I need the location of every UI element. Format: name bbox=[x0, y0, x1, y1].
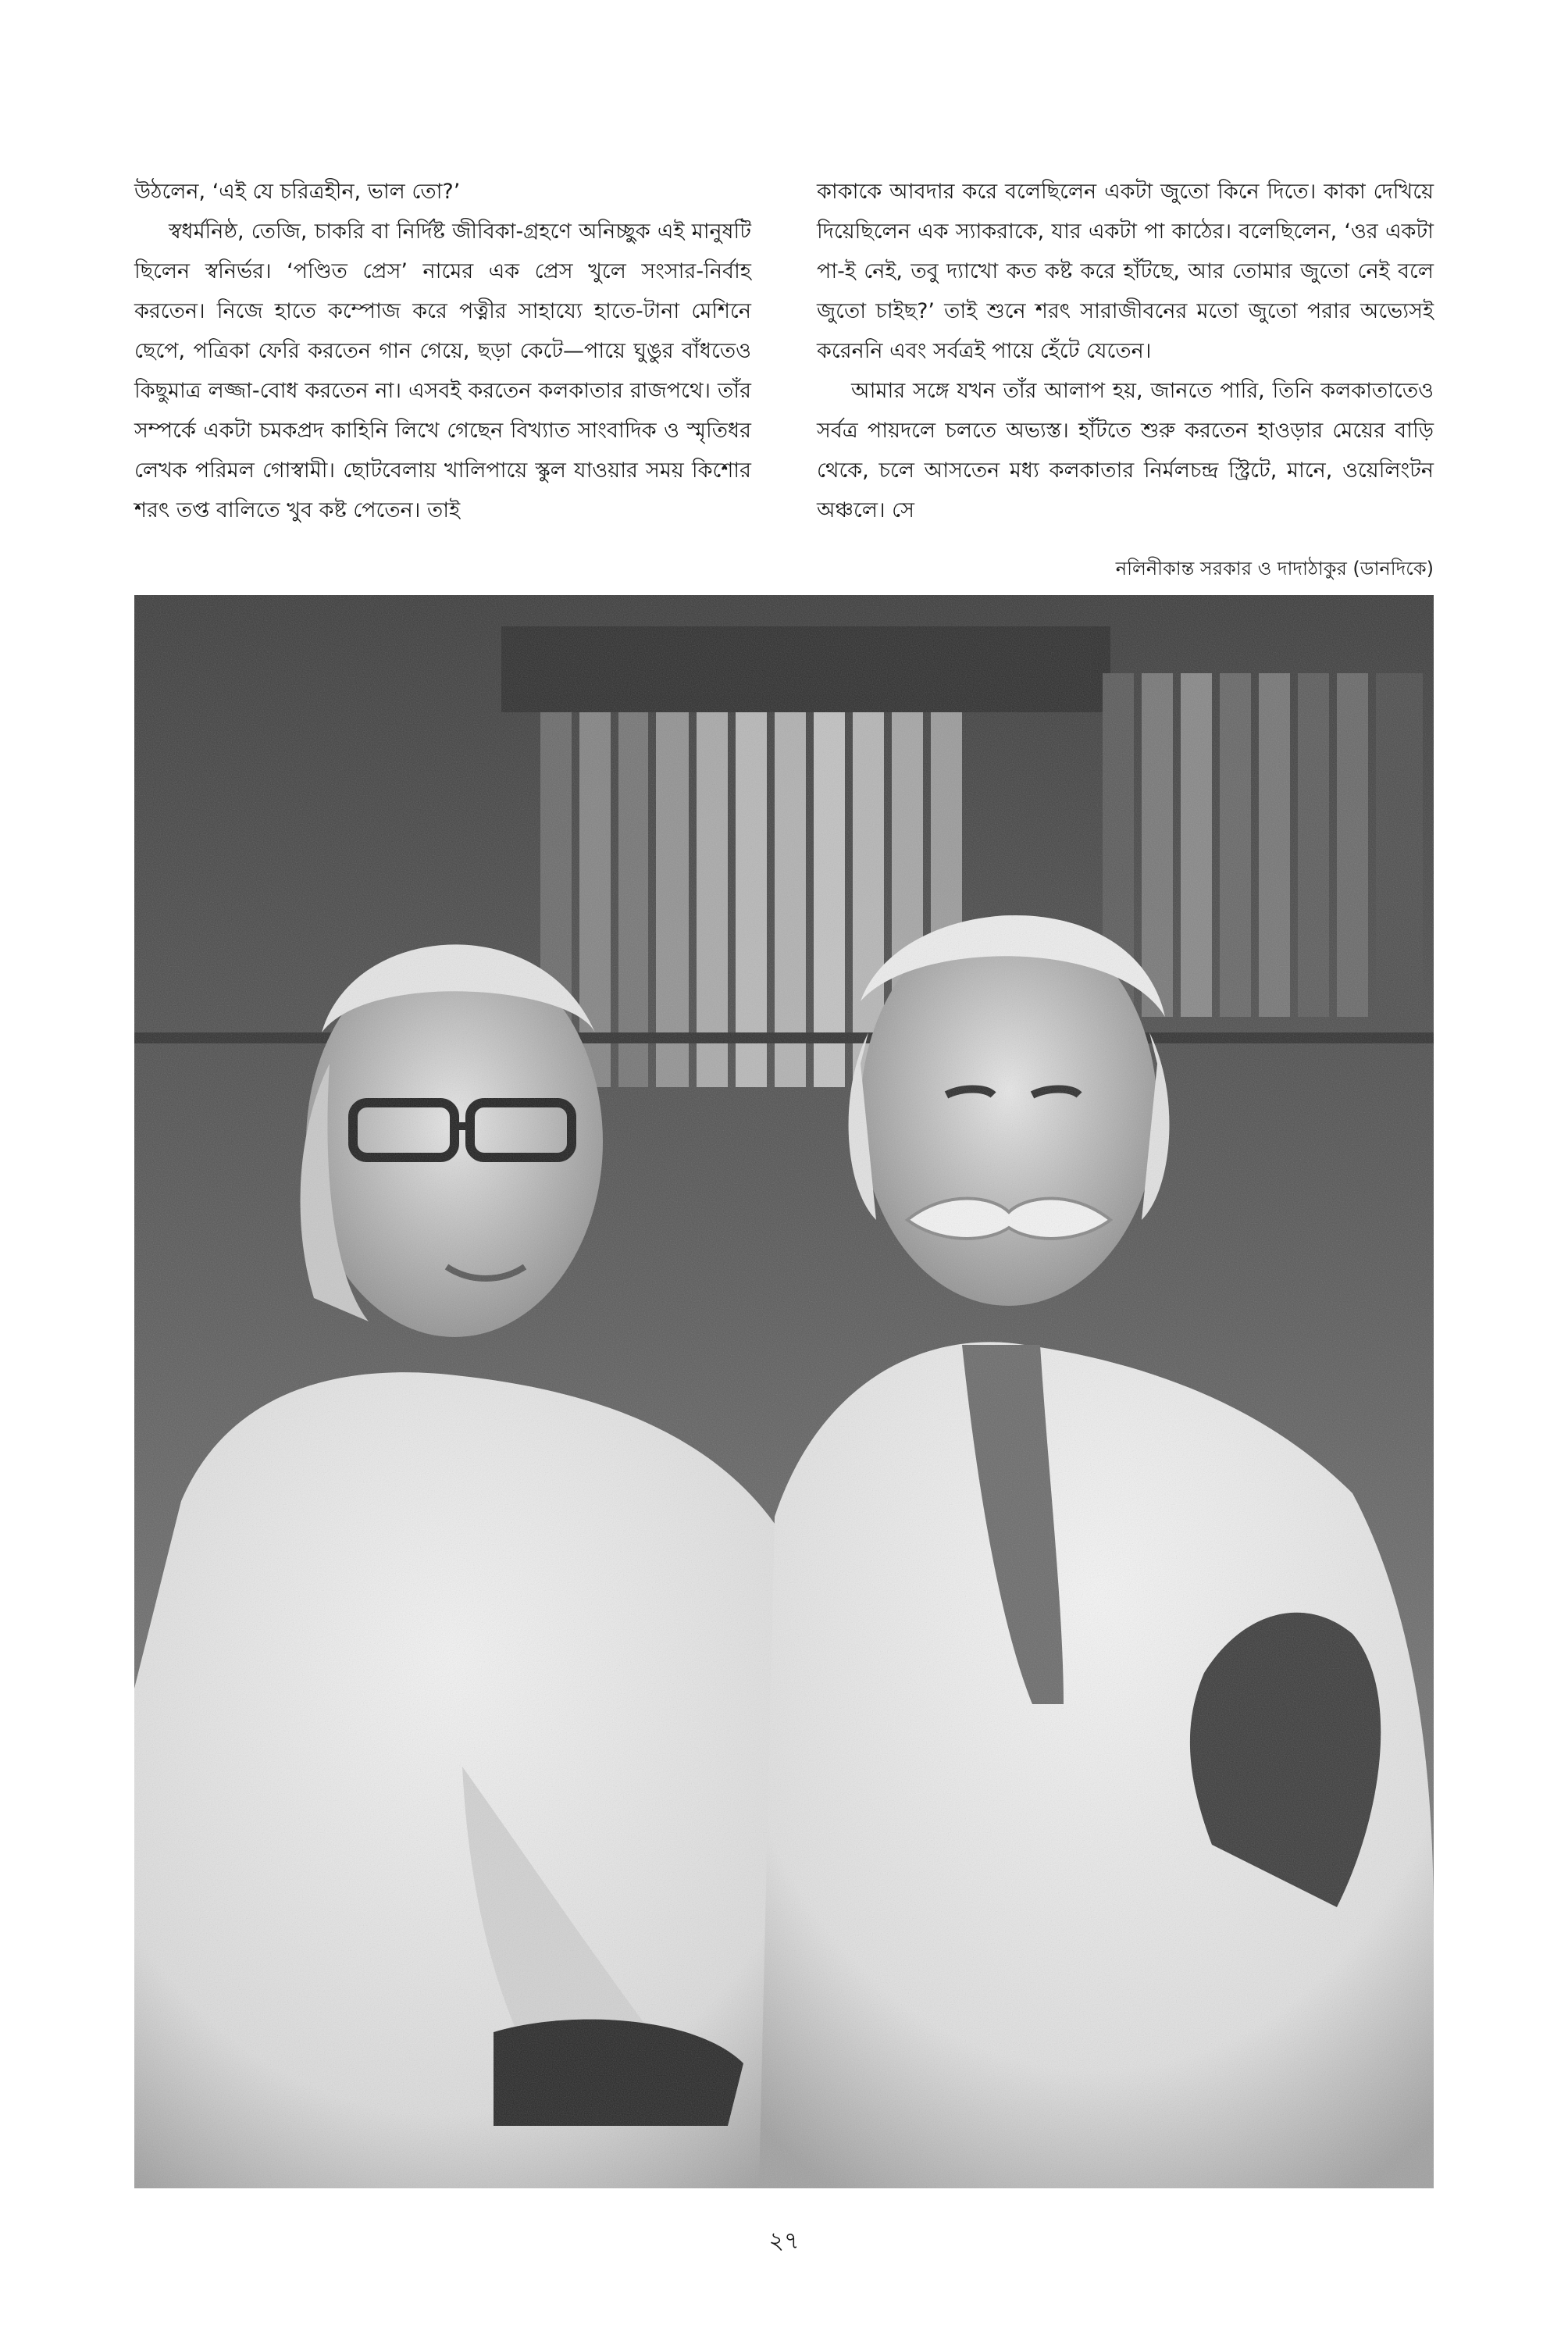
paragraph: স্বধর্মনিষ্ঠ, তেজি, চাকরি বা নির্দিষ্ট জীবিকা-গ্রহণে অনিচ্ছুক এই মানুষটি ছিলেন স্বনির্ভর। ‘পণ্ডিত প্রেস’ নামের এক প্রেস খুলে সংসার-নির্বাহ করতেন। নিজে হাতে কম্পোজ করে পত্নীর সাহায্যে হাতে-টানা মেশিনে ছেপে, পত্রিকা ফেরি করতেন গান গেয়ে, ছড়া কেটে—পায়ে ঘুঙুর বাঁধতেও কিছুমাত্র লজ্জা-বোধ করতেন না। এসবই করতেন কলকাতার রাজপথে। তাঁর সম্পর্কে একটা চমকপ্রদ কাহিনি লিখে গেছেন বিখ্যাত সাংবাদিক ও স্মৃতিধর লেখক পরিমল গোস্বামী। ছোটবেলায় খালিপায়ে স্কুল যাওয়ার সময় কিশোর শরৎ তপ্ত বালিতে খুব কষ্ট পেতেন। তাই bbox=[134, 219, 751, 522]
archival-photograph bbox=[134, 595, 1434, 2188]
body-text bbox=[134, 172, 1434, 539]
page-number: ২৭ bbox=[768, 2227, 800, 2255]
right-column bbox=[817, 172, 1434, 539]
paragraph: উঠলেন, ‘এই যে চরিত্রহীন, ভাল তো?’ bbox=[134, 180, 461, 204]
photo-caption: নলিনীকান্ত সরকার ও দাদাঠাকুর (ডানদিকে) bbox=[1115, 558, 1434, 579]
photo-grain bbox=[134, 595, 1434, 2188]
photo-illustration bbox=[134, 595, 1434, 2188]
paragraph: কাকাকে আবদার করে বলেছিলেন একটা জুতো কিনে দিতে। কাকা দেখিয়ে দিয়েছিলেন এক স্যাকরাকে, যার একটা পা কাঠের। বলেছিলেন, ‘ওর একটা পা-ই নেই, তবু দ্যাখো কত কষ্ট করে হাঁটছে, আর তোমার জুতো নেই বলে জুতো চাইছ?’ তাই শুনে শরৎ সারাজীবনের মতো জুতো পরার অভ্যেসই করেননি এবং সর্বত্রই পায়ে হেঁটে যেতেন। bbox=[817, 180, 1434, 363]
paragraph: আমার সঙ্গে যখন তাঁর আলাপ হয়, জানতে পারি, তিনি কলকাতাতেও সর্বত্র পায়দলে চলতে অভ্যস্ত। হাঁটতে শুরু করতেন হাওড়ার মেয়ের বাড়ি থেকে, চলে আসতেন মধ্য কলকাতার নির্মলচন্দ্র স্ট্রিটে, মানে, ওয়েলিংটন অঞ্চলে। সে bbox=[817, 379, 1434, 522]
left-column bbox=[134, 172, 751, 539]
